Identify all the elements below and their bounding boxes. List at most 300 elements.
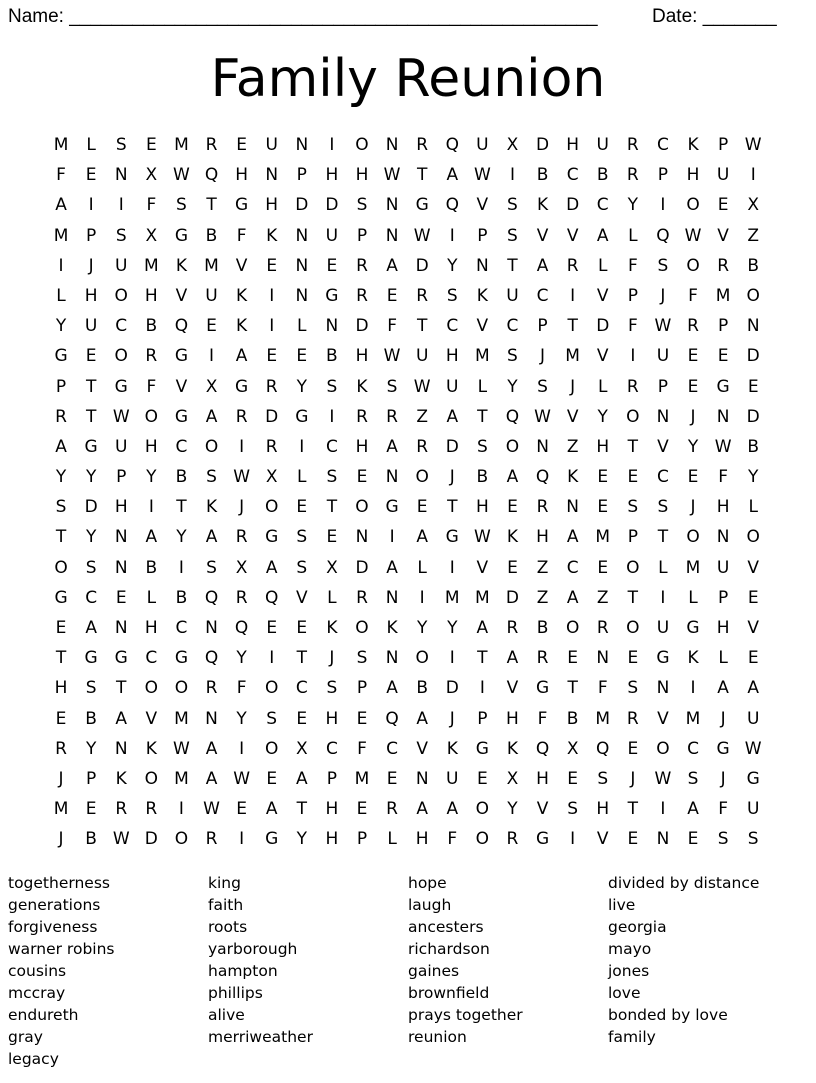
grid-letter: C [566, 557, 579, 578]
grid-letter: D [566, 195, 580, 216]
grid-letter: O [686, 527, 700, 548]
grid-letter: R [717, 255, 730, 276]
grid-row [46, 462, 768, 492]
grid-letter: O [415, 648, 429, 669]
grid-letter: A [596, 225, 609, 246]
grid-letter: T [627, 436, 639, 457]
grid-letter: I [660, 195, 666, 216]
grid-letter: C [175, 618, 188, 638]
grid-letter: R [145, 346, 158, 367]
grid-letter: H [716, 618, 730, 638]
word-list-item: legacy [8, 1050, 59, 1068]
word-list-item: prays together [408, 1006, 523, 1024]
grid-letter: H [114, 497, 128, 518]
grid-letter: H [235, 165, 248, 186]
grid-letter: I [239, 738, 245, 759]
grid-letter: T [55, 527, 67, 548]
grid-letter: L [658, 557, 668, 578]
grid-letter: M [595, 527, 611, 548]
grid-letter: B [145, 316, 158, 337]
grid-letter: N [476, 255, 489, 276]
grid-letter: T [176, 497, 187, 518]
grid-letter: M [685, 557, 701, 578]
grid-letter: V [175, 376, 188, 397]
grid-letter: H [686, 165, 700, 186]
grid-letter: C [145, 648, 158, 669]
grid-letter: C [115, 316, 128, 337]
grid-letter: M [354, 768, 370, 789]
grid-letter: H [325, 799, 339, 820]
grid-letter: H [536, 768, 549, 789]
grid-letter: U [476, 135, 489, 155]
puzzle-title: Family Reunion [210, 49, 606, 109]
grid-letter: A [416, 708, 428, 729]
grid-letter: A [536, 255, 549, 276]
grid-letter: H [325, 829, 339, 850]
grid-letter: J [660, 285, 666, 306]
grid-letter: W [112, 829, 130, 850]
word-list-column [608, 872, 808, 1048]
grid-letter: R [205, 678, 218, 699]
grid-row [46, 311, 768, 341]
grid-letter: E [85, 346, 97, 367]
grid-letter: N [566, 497, 579, 518]
grid-letter: A [205, 738, 218, 759]
grid-letter: V [596, 346, 609, 367]
grid-letter: E [266, 768, 278, 789]
grid-letter: E [356, 799, 368, 820]
grid-letter: O [114, 285, 128, 306]
grid-letter: O [746, 285, 760, 306]
grid-letter: F [357, 738, 367, 759]
grid-letter: F [688, 285, 698, 306]
grid-letter: Y [296, 376, 307, 397]
grid-letter: H [536, 527, 549, 548]
grid-letter: E [507, 497, 518, 518]
grid-letter: M [444, 587, 460, 608]
grid-letter: R [356, 285, 368, 306]
grid-letter: I [269, 316, 275, 337]
grid-letter: D [445, 678, 459, 699]
grid-letter: J [720, 708, 726, 729]
grid-letter: Q [505, 406, 520, 427]
grid-letter: B [85, 708, 97, 729]
grid-letter: V [717, 225, 729, 246]
grid-letter: R [506, 618, 519, 638]
word-list-item: love [608, 984, 641, 1002]
grid-letter: T [206, 195, 217, 216]
grid-letter: G [325, 285, 339, 306]
grid-letter: B [175, 467, 188, 488]
grid-letter: W [684, 225, 702, 246]
grid-letter: A [85, 618, 97, 638]
grid-letter: E [687, 376, 699, 397]
grid-letter: Y [507, 799, 518, 820]
grid-row [46, 613, 768, 643]
grid-letter: A [386, 255, 398, 276]
grid-letter: K [356, 376, 368, 397]
grid-letter: T [507, 255, 518, 276]
grid-letter: I [449, 648, 455, 669]
grid-letter: Q [445, 135, 459, 155]
grid-letter: A [416, 527, 428, 548]
grid-letter: N [536, 436, 549, 457]
grid-letter: R [536, 497, 549, 518]
grid-letter: S [687, 768, 699, 789]
grid-letter: R [265, 436, 278, 457]
grid-letter: K [476, 285, 488, 306]
grid-letter: I [449, 225, 455, 246]
grid-letter: E [266, 346, 278, 367]
grid-letter: X [326, 557, 338, 578]
grid-letter: E [85, 799, 97, 820]
grid-letter: T [627, 587, 639, 608]
grid-letter: W [654, 768, 672, 789]
grid-letter: Q [265, 587, 279, 608]
word-list-item: cousins [8, 962, 67, 980]
word-list-column [208, 872, 408, 1048]
grid-letter: I [209, 346, 215, 367]
grid-letter: Q [535, 467, 550, 488]
grid-letter: I [269, 285, 275, 306]
grid-letter: J [570, 376, 576, 397]
grid-letter: D [445, 436, 459, 457]
grid-letter: Q [234, 618, 249, 638]
grid-letter: D [746, 346, 760, 367]
grid-letter: C [446, 316, 459, 337]
grid-letter: R [145, 799, 158, 820]
word-list-item: jones [608, 962, 650, 980]
grid-letter: F [627, 255, 638, 276]
grid-letter: H [415, 829, 429, 850]
grid-letter: E [85, 165, 97, 186]
grid-letter: Q [204, 587, 219, 608]
grid-letter: B [566, 708, 579, 729]
grid-letter: L [597, 376, 608, 397]
grid-letter: R [506, 829, 519, 850]
grid-letter: Y [176, 527, 187, 548]
grid-letter: O [174, 678, 189, 699]
grid-letter: K [236, 285, 248, 306]
grid-row [46, 281, 768, 311]
grid-letter: N [385, 195, 399, 216]
grid-letter: N [355, 527, 369, 548]
grid-letter: K [506, 527, 519, 548]
grid-letter: N [385, 225, 399, 246]
word-list-item: king [208, 874, 241, 892]
grid-letter: E [266, 618, 278, 638]
grid-letter: Z [596, 587, 609, 608]
grid-letter: C [687, 738, 699, 759]
grid-letter: A [265, 799, 278, 820]
grid-letter: S [206, 557, 217, 578]
grid-letter: N [385, 587, 399, 608]
grid-letter: I [269, 648, 275, 669]
grid-letter: I [570, 285, 576, 306]
grid-letter: A [55, 436, 67, 457]
grid-letter: I [660, 799, 666, 820]
grid-row [46, 372, 768, 402]
grid-letter: D [325, 195, 339, 216]
grid-letter: V [657, 436, 669, 457]
grid-letter: S [296, 527, 308, 548]
grid-letter: T [447, 497, 458, 518]
word-search-grid [46, 130, 768, 855]
grid-letter: N [716, 406, 730, 427]
grid-letter: N [295, 255, 309, 276]
grid-letter: W [744, 135, 762, 155]
grid-letter: W [413, 225, 431, 246]
grid-letter: A [386, 436, 398, 457]
grid-letter: R [55, 738, 67, 759]
grid-letter: S [85, 557, 97, 578]
grid-letter: L [146, 587, 157, 608]
grid-letter: X [566, 738, 579, 759]
grid-row [46, 553, 768, 583]
grid-letter: S [266, 708, 278, 729]
grid-letter: N [716, 527, 730, 548]
grid-row [46, 221, 768, 251]
word-list-item: brownfield [408, 984, 490, 1002]
grid-letter: E [236, 799, 247, 820]
grid-letter: R [235, 406, 248, 427]
grid-letter: K [175, 255, 187, 276]
grid-letter: X [747, 195, 760, 216]
grid-letter: O [144, 406, 159, 427]
grid-letter: O [204, 436, 219, 457]
grid-letter: W [233, 768, 251, 789]
grid-letter: N [205, 708, 218, 729]
grid-letter: U [746, 799, 760, 820]
grid-letter: L [748, 497, 758, 518]
word-list-item: laugh [408, 896, 452, 914]
grid-letter: P [326, 768, 338, 789]
grid-letter: O [626, 406, 640, 427]
grid-letter: E [567, 768, 579, 789]
grid-letter: H [144, 436, 158, 457]
word-list-item: gaines [408, 962, 460, 980]
grid-letter: E [206, 316, 217, 337]
grid-letter: X [205, 376, 218, 397]
grid-letter: P [717, 316, 729, 337]
grid-letter: T [477, 406, 488, 427]
grid-letter: H [355, 346, 369, 367]
word-list-item: richardson [408, 940, 490, 958]
grid-letter: S [356, 195, 368, 216]
grid-letter: W [173, 738, 190, 759]
grid-letter: F [56, 165, 66, 186]
grid-letter: N [295, 135, 309, 155]
grid-letter: R [416, 436, 429, 457]
grid-letter: K [536, 195, 549, 216]
grid-letter: V [235, 255, 248, 276]
grid-letter: B [747, 255, 760, 276]
grid-letter: L [297, 467, 307, 488]
grid-letter: Y [296, 829, 307, 850]
grid-letter: O [505, 436, 520, 457]
grid-letter: K [446, 738, 458, 759]
grid-letter: X [145, 165, 158, 186]
grid-letter: G [535, 678, 550, 699]
grid-letter: R [356, 255, 368, 276]
grid-letter: I [88, 195, 94, 216]
grid-letter: R [416, 285, 429, 306]
grid-letter: O [626, 618, 640, 638]
grid-letter: G [716, 376, 730, 397]
grid-letter: C [295, 678, 308, 699]
grid-letter: P [477, 708, 488, 729]
grid-letter: N [746, 316, 760, 337]
word-list-item: generations [8, 896, 101, 914]
grid-letter: U [84, 316, 98, 337]
word-list-item: roots [208, 918, 248, 936]
grid-letter: K [115, 768, 127, 789]
grid-letter: W [744, 738, 762, 759]
grid-letter: E [747, 648, 759, 669]
grid-row [46, 522, 768, 552]
grid-letter: C [175, 436, 188, 457]
grid-letter: M [715, 285, 731, 306]
grid-letter: Z [566, 436, 579, 457]
grid-letter: U [656, 346, 670, 367]
grid-letter: F [537, 708, 548, 729]
grid-letter: G [54, 587, 68, 608]
grid-letter: M [174, 708, 189, 729]
grid-letter: T [657, 527, 669, 548]
grid-letter: D [84, 497, 98, 518]
grid-letter: G [415, 195, 429, 216]
grid-letter: I [239, 829, 245, 850]
grid-row [46, 160, 768, 190]
grid-letter: E [747, 376, 759, 397]
grid-letter: T [416, 316, 428, 337]
grid-letter: P [356, 678, 368, 699]
grid-letter: O [746, 527, 760, 548]
grid-letter: H [445, 346, 459, 367]
grid-letter: C [386, 738, 399, 759]
grid-letter: W [473, 165, 491, 186]
grid-letter: A [115, 708, 128, 729]
grid-letter: W [112, 406, 130, 427]
word-list-item: warner robins [8, 940, 115, 958]
grid-letter: N [295, 225, 309, 246]
grid-letter: M [53, 225, 69, 246]
grid-letter: O [686, 195, 700, 216]
grid-letter: C [656, 135, 669, 155]
grid-letter: W [383, 165, 401, 186]
grid-letter: V [476, 557, 489, 578]
grid-letter: C [656, 467, 669, 488]
grid-letter: N [114, 527, 128, 548]
grid-letter: A [476, 618, 489, 638]
grid-letter: H [716, 497, 730, 518]
grid-letter: U [446, 768, 459, 789]
grid-letter: S [627, 497, 639, 518]
grid-letter: B [536, 165, 549, 186]
grid-letter: G [235, 376, 249, 397]
grid-letter: W [383, 346, 401, 367]
grid-letter: C [325, 436, 338, 457]
word-list-item: ancesters [408, 918, 484, 936]
grid-letter: R [235, 527, 248, 548]
grid-letter: N [656, 678, 670, 699]
grid-letter: D [536, 135, 550, 155]
grid-letter: O [265, 678, 279, 699]
grid-letter: D [144, 829, 158, 850]
grid-letter: E [627, 467, 639, 488]
grid-letter: L [628, 225, 638, 246]
grid-letter: E [386, 285, 398, 306]
grid-letter: E [356, 708, 368, 729]
grid-letter: D [746, 406, 760, 427]
grid-letter: A [566, 527, 579, 548]
grid-letter: G [686, 618, 700, 638]
grid-letter: V [596, 829, 609, 850]
grid-letter: S [386, 376, 398, 397]
grid-letter: A [386, 557, 398, 578]
grid-letter: I [419, 587, 425, 608]
grid-letter: H [355, 436, 369, 457]
grid-letter: X [145, 225, 158, 246]
grid-letter: V [506, 678, 519, 699]
grid-letter: U [325, 225, 339, 246]
grid-letter: Q [596, 738, 610, 759]
grid-letter: W [714, 436, 732, 457]
grid-letter: A [386, 678, 398, 699]
grid-letter: K [326, 618, 338, 638]
grid-letter: B [326, 346, 338, 367]
grid-letter: O [144, 678, 159, 699]
grid-letter: V [476, 316, 489, 337]
grid-letter: I [299, 436, 305, 457]
grid-letter: G [114, 376, 128, 397]
grid-letter: R [205, 135, 218, 155]
word-list-item: endureth [8, 1006, 79, 1024]
grid-letter: V [295, 587, 308, 608]
grid-letter: S [115, 135, 127, 155]
grid-letter: L [86, 135, 96, 155]
grid-letter: N [656, 406, 670, 427]
grid-letter: N [596, 648, 610, 669]
grid-letter: W [473, 527, 491, 548]
grid-letter: E [627, 738, 639, 759]
grid-letter: K [266, 225, 278, 246]
grid-letter: X [295, 738, 308, 759]
grid-letter: E [717, 195, 729, 216]
word-list-item: live [608, 896, 636, 914]
grid-letter: O [355, 497, 369, 518]
grid-letter: H [475, 497, 489, 518]
grid-letter: L [597, 255, 608, 276]
grid-letter: M [143, 255, 159, 276]
grid-letter: I [58, 255, 64, 276]
grid-letter: E [115, 587, 127, 608]
grid-letter: R [626, 135, 639, 155]
grid-letter: Y [146, 467, 157, 488]
grid-row [46, 583, 768, 613]
grid-letter: S [326, 467, 338, 488]
grid-letter: E [55, 618, 67, 638]
grid-letter: J [690, 406, 696, 427]
grid-letter: F [387, 316, 397, 337]
grid-letter: A [205, 768, 218, 789]
grid-letter: P [356, 225, 368, 246]
grid-letter: A [446, 799, 459, 820]
grid-letter: S [717, 829, 729, 850]
grid-letter: H [144, 285, 158, 306]
grid-letter: Q [204, 648, 219, 669]
grid-letter: G [174, 225, 189, 246]
